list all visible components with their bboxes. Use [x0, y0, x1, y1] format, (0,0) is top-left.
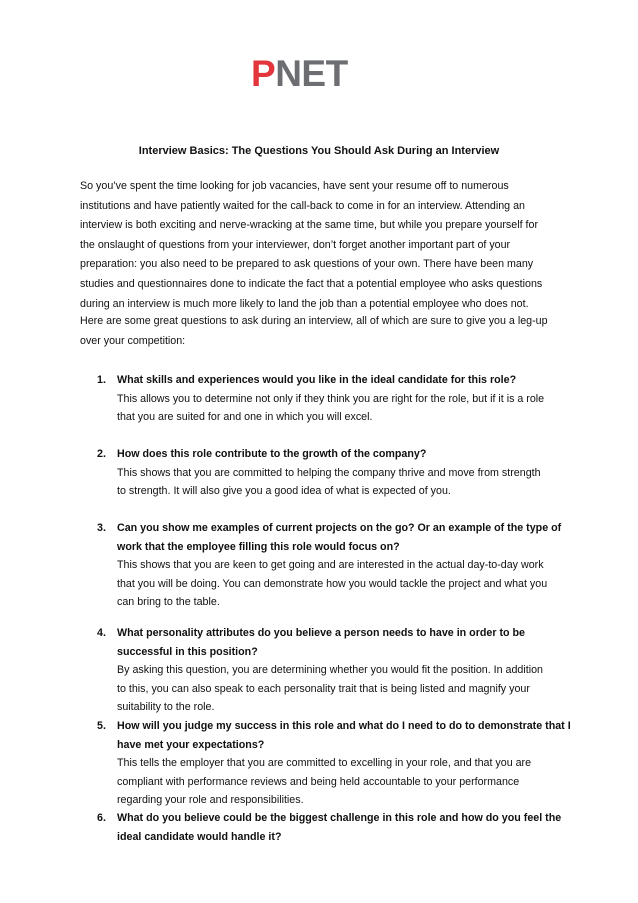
intro-line: during an interview is much more likely to land the job than a potential employee who does not. [80, 297, 529, 310]
item-answer: that you will be doing. You can demonstrate how you would tackle the project and what you [117, 577, 548, 590]
document-title: Interview Basics: The Questions You Should Ask During an Interview [138, 145, 500, 157]
intro-line: institutions and have patiently waited for the call-back to come in for an interview. Attending an [80, 199, 525, 212]
item-answer: to strength. It will also give you a good idea of what is expected of you. [117, 485, 451, 498]
item-question: work that the employee filling this role would focus on? [117, 540, 400, 553]
item-answer: compliant with performance reviews and being held accountable to your performance [117, 775, 520, 788]
item-answer: By asking this question, you are determining whether you would fit the position. In addition [117, 664, 543, 677]
item-question: have met your expectations? [117, 738, 265, 751]
item-question: How will you judge my success in this role and what do I need to do to demonstrate that I [117, 720, 571, 732]
item-answer: This allows you to determine not only if they think you are right for the role, but if it is a role [117, 392, 545, 405]
intro-line: So you’ve spent the time looking for job vacancies, have sent your resume off to numerous [80, 180, 509, 192]
item-number: 3. [97, 522, 106, 534]
item-answer: to this, you can also speak to each personality trait that is being listed and magnify your [117, 682, 530, 695]
item-answer: This shows that you are committed to helping the company thrive and move from strength [117, 466, 541, 479]
item-question: What personality attributes do you believe a person needs to have in order to be [117, 627, 525, 639]
logo-letters-net: NET [275, 53, 348, 94]
item-answer: regarding your role and responsibilities. [117, 794, 304, 807]
item-number: 1. [97, 374, 106, 386]
item-answer: suitability to the role. [117, 701, 215, 714]
item-number: 2. [97, 448, 106, 460]
intro-paragraph [80, 177, 572, 314]
lead-in-line: Here are some great questions to ask during an interview, all of which are sure to give you a leg-up [80, 315, 548, 327]
item-answer: This tells the employer that you are committed to excelling in your role, and that you are [117, 757, 532, 770]
pnet-logo [251, 54, 348, 94]
logo-letter-p: P [251, 53, 276, 94]
item-number: 5. [97, 720, 106, 732]
intro-line: preparation: you also need to be prepared to ask questions of your own. There have been many [80, 258, 534, 271]
item-question: Can you show me examples of current projects on the go? Or an example of the type of [117, 522, 562, 534]
item-question: What skills and experiences would you like in the ideal candidate for this role? [117, 374, 517, 386]
item-question: How does this role contribute to the growth of the company? [117, 448, 427, 460]
item-number: 4. [97, 627, 106, 639]
item-question: ideal candidate would handle it? [117, 830, 282, 843]
intro-line: interview is both exciting and nerve-wracking at the same time, but while you prepare yourself for [80, 219, 539, 232]
intro-line: the onslaught of questions from your interviewer, don’t forget another important part of your [80, 238, 511, 251]
item-number: 6. [97, 812, 106, 824]
item-question: successful in this position? [117, 645, 258, 658]
intro-line: studies and questionnaires done to indicate the fact that a potential employee who asks questions [80, 277, 543, 290]
item-answer: can bring to the table. [117, 596, 220, 609]
lead-in-paragraph [80, 312, 572, 351]
item-question: What do you believe could be the biggest challenge in this role and how do you feel the [117, 812, 562, 824]
item-answer: that you are suited for and one in which you will excel. [117, 411, 373, 424]
lead-in-line: over your competition: [80, 334, 186, 347]
item-answer: This shows that you are keen to get going and are interested in the actual day-to-day work [117, 559, 544, 572]
